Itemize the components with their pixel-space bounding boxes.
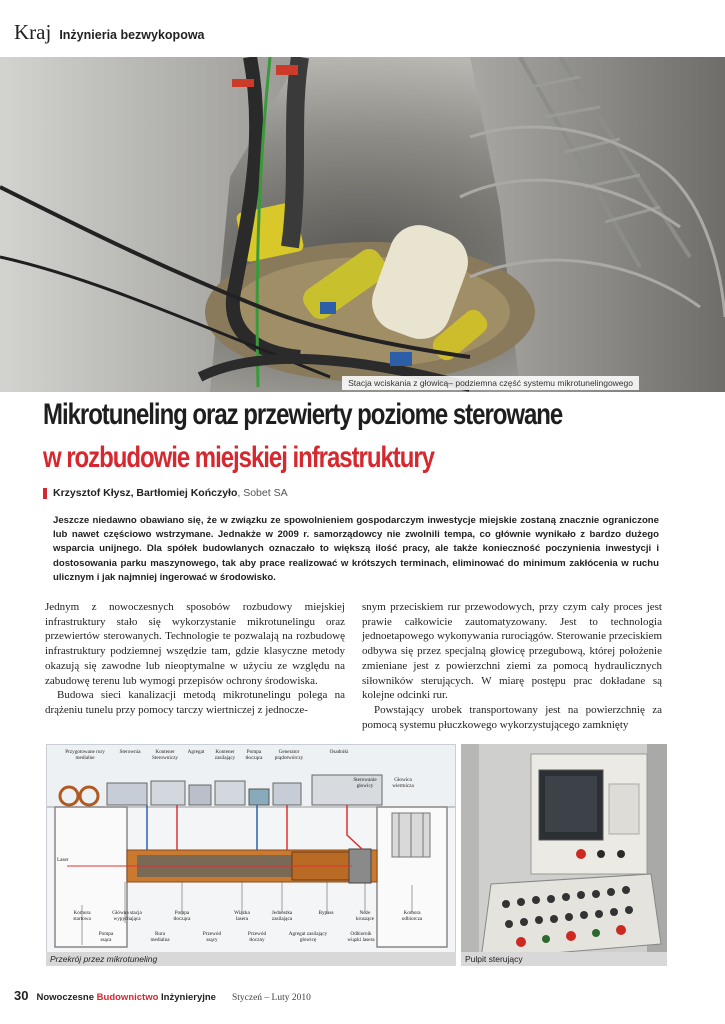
author-marker — [43, 488, 47, 499]
label-jednostka-zasilajaca: Jednostka zasilająca — [271, 910, 293, 922]
label-sterownia: Sterownia — [119, 749, 141, 755]
label-przewod-ssacy: Przewód ssący — [202, 931, 222, 943]
microtunneling-diagram — [46, 744, 456, 966]
label-komora-startowa: Komora startowa — [73, 910, 91, 922]
author-company: , Sobet SA — [237, 487, 288, 499]
body-column-left — [45, 600, 345, 718]
author-line — [43, 487, 288, 499]
label-pompa-ssaca: Pompa ssąca — [98, 931, 114, 943]
journal-name-part3: Inżynieryjne — [158, 992, 216, 1003]
article-subtitle: w rozbudowie miejskiej infrastruktury — [43, 441, 434, 474]
article-title: Mikrotuneling oraz przewierty poziome sterowane — [43, 398, 563, 431]
journal-name-part2: Budownictwo — [96, 992, 159, 1003]
label-kontener-zasilajacy: Kontener zasilający — [214, 749, 236, 761]
label-sterowanie-glowicy: Sterowanie głowicy — [353, 777, 377, 789]
page-header — [14, 20, 205, 46]
diagram-caption: Przekrój przez mikrotuneling — [46, 952, 456, 966]
label-bypass: Bypass — [318, 910, 334, 916]
body-column-right — [362, 600, 662, 732]
journal-name — [36, 992, 216, 1003]
panel-caption: Pulpit sterujący — [461, 952, 667, 966]
body-paragraph: Budowa sieci kanalizacji metodą mikrotunelingu polega na drążeniu tunelu przy pomocy tarczy wiertniczej z jednocze- — [45, 689, 345, 716]
hero-caption: Stacja wciskania z głowicą– podziemna część systemu mikrotunelingowego — [342, 376, 639, 390]
label-glowica-wiertnicza: Głowica wiertnicza — [392, 777, 414, 789]
body-paragraph: Jednym z nowoczesnych sposobów rozbudowy miejskiej infrastruktury stało się wykorzystanie mikrotunelingu oraz przewiertów sterowanych. Technologie te pozwalają na rozbudowę infrastruktury podziemnej wszędzie tam, gdzie klasyczne metody okazują się zawodne lub nieoptymalne w użyciu ze względu na zabudowę terenu lub wymogi przepisów ochrony środowiska. — [45, 601, 345, 687]
label-generator: Generator prądotwórczy — [274, 749, 304, 761]
lead-paragraph: Jeszcze niedawno obawiano się, że w związku ze spowolnieniem gospodarczym inwestycje miejskie zostaną znacznie ograniczone lub nawet częściowo wstrzymane. Jednakże w 2009 r. samorządowcy nie zwolnili tempa, co głównie wynikało z bardzo dużego wsparcia unijnego. Dla spółek budowlanych oznaczało to większą ilość pracy, ale także konieczność poczynienia inwestycji i dostosowania parku maszynowego, tak aby prace realizować w krótszych terminach, eliminować do minimum zakłócenia w ruchu ulicznym i jak najmniej ingerować w środowisko. — [53, 515, 659, 583]
body-paragraph: snym przeciskiem rur przewodowych, przy czym cały proces jest prawie całkowicie zautomatyzowany. Jest to technologia jednoetapowego wykonywania rurociągów. Sterowanie przeciskiem odbywa się przez specjalną głowicę przegubową, której położenie zmieniane jest z powierzchni ziemi za pomocą hydraulicznych siłowników sterujących. W miarę postępu prac dokładane są kolejne odcinki rur. — [362, 601, 662, 702]
label-laser: Laser — [57, 857, 69, 863]
label-przewod-tloczny: Przewód tłoczny — [247, 931, 267, 943]
label-pompa-tloczaca-top: Pompa tłocząca — [245, 749, 263, 761]
control-panel-illustration — [461, 744, 667, 966]
author-names: Krzysztof Kłysz, Bartłomiej Kończyło — [53, 487, 238, 499]
shaft-illustration — [0, 57, 725, 392]
page-footer — [14, 988, 311, 1003]
page-number: 30 — [14, 988, 29, 1003]
label-rura-medialna: Rura medialna — [150, 931, 170, 943]
label-glowna-stacja: Główna stacja wypychająca — [112, 910, 142, 922]
label-odbiornik-wiazki: Odbiornik wiązki lasera — [347, 931, 375, 943]
issue-date: Styczeń – Luty 2010 — [231, 993, 311, 1003]
label-noze-kruszace: Noże kruszące — [355, 910, 375, 922]
control-panel-photo — [461, 744, 667, 966]
hero-photo — [0, 57, 725, 392]
label-osadniki: Osadniki — [329, 749, 349, 755]
section-name: Kraj — [14, 20, 52, 44]
label-komora-odbiorcza: Komora odbiorcza — [401, 910, 423, 922]
label-pompa-tloczaca: Pompa tłocząca — [173, 910, 191, 922]
label-kontener-sterowniczy: Kontener Sterowniczy — [152, 749, 178, 761]
label-wiazka-lasera: Wiązka lasera — [234, 910, 250, 922]
label-rury: Przygotowane rury medialne — [65, 749, 105, 761]
label-agregat: Agregat — [187, 749, 205, 755]
journal-name-part1: Nowoczesne — [36, 992, 97, 1003]
section-subtitle: Inżynieria bezwykopowa — [59, 28, 205, 42]
label-agregat-zasilajacy: Agregat zasilający głowicę — [288, 931, 328, 943]
body-paragraph: Powstający urobek transportowany jest na powierzchnię za pomocą systemu płuczkowego wykorzystującego zamknięty — [362, 703, 662, 731]
